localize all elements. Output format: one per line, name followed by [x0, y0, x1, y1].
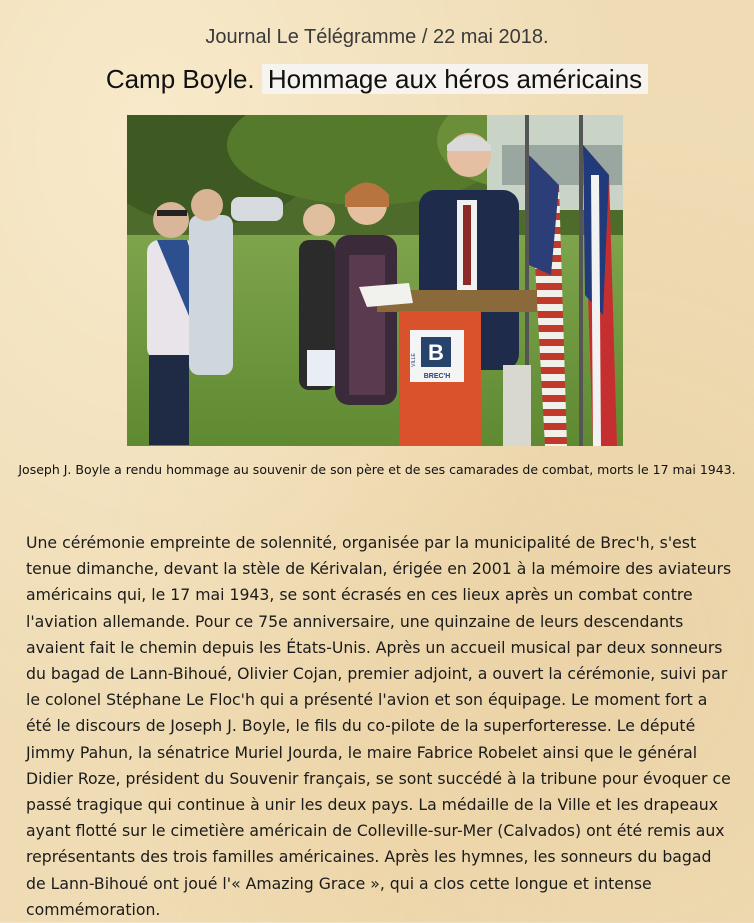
podium-logo-side-text: VILLE: [411, 353, 417, 367]
ceremony-photo: [127, 115, 623, 446]
article-body: Une cérémonie empreinte de solennité, organisée par la municipalité de Brec'h, s'est tenue dimanche, devant la stèle de Kérivalan, érigée en 2001 à la mémoire des aviateurs américains qui, le 17 mai 1943, se sont écrasés en ces lieux après un combat contre l'aviation allemande. Pour ce 75e anniversaire, une quinzaine de leurs descendants avaient fait le chemin depuis les États-Unis. Après un accueil musical par deux sonneurs du bagad de Lann-Bihoué, Olivier Cojan, premier adjoint, a ouvert la cérémonie, suivi par le colonel Stéphane Le Floc'h qui a présenté l'avion et son équipage. Le moment fort a été le discours de Joseph J. Boyle, le fils du co-pilote de la superforteresse. Le député Jimmy Pahun, la sénatrice Muriel Jourda, le maire Fabrice Robelet ainsi que le général Didier Roze, président du Souvenir français, se sont succédé à la tribune pour évoquer ce passé tragique qui continue à unir les deux pays. La médaille de la Ville et les drapeaux ayant flotté sur le cimetière américain de Colleville-sur-Mer (Calvados) ont été remis aux représentants des trois familles américaines. Après les hymnes, les sonneurs du bagad de Lann-Bihoué ont joué l'« Amazing Grace », qui a clos cette longue et intense commémoration.: [26, 533, 732, 919]
headline-main: Hommage aux héros américains: [262, 64, 648, 94]
photo-caption: Joseph J. Boyle a rendu hommage au souvenir de son père et de ses camarades de combat, morts le 17 mai 1943.: [18, 462, 736, 477]
headline-lead: Camp Boyle.: [105, 64, 255, 94]
article-headline: [0, 64, 754, 95]
newspaper-source: Journal Le Télégramme / 22 mai 2018.: [205, 26, 549, 48]
podium-logo-text: BREC'H: [423, 373, 451, 380]
podium-logo-letter: B: [428, 340, 444, 365]
ceremony-photo-illustration: [127, 115, 623, 446]
